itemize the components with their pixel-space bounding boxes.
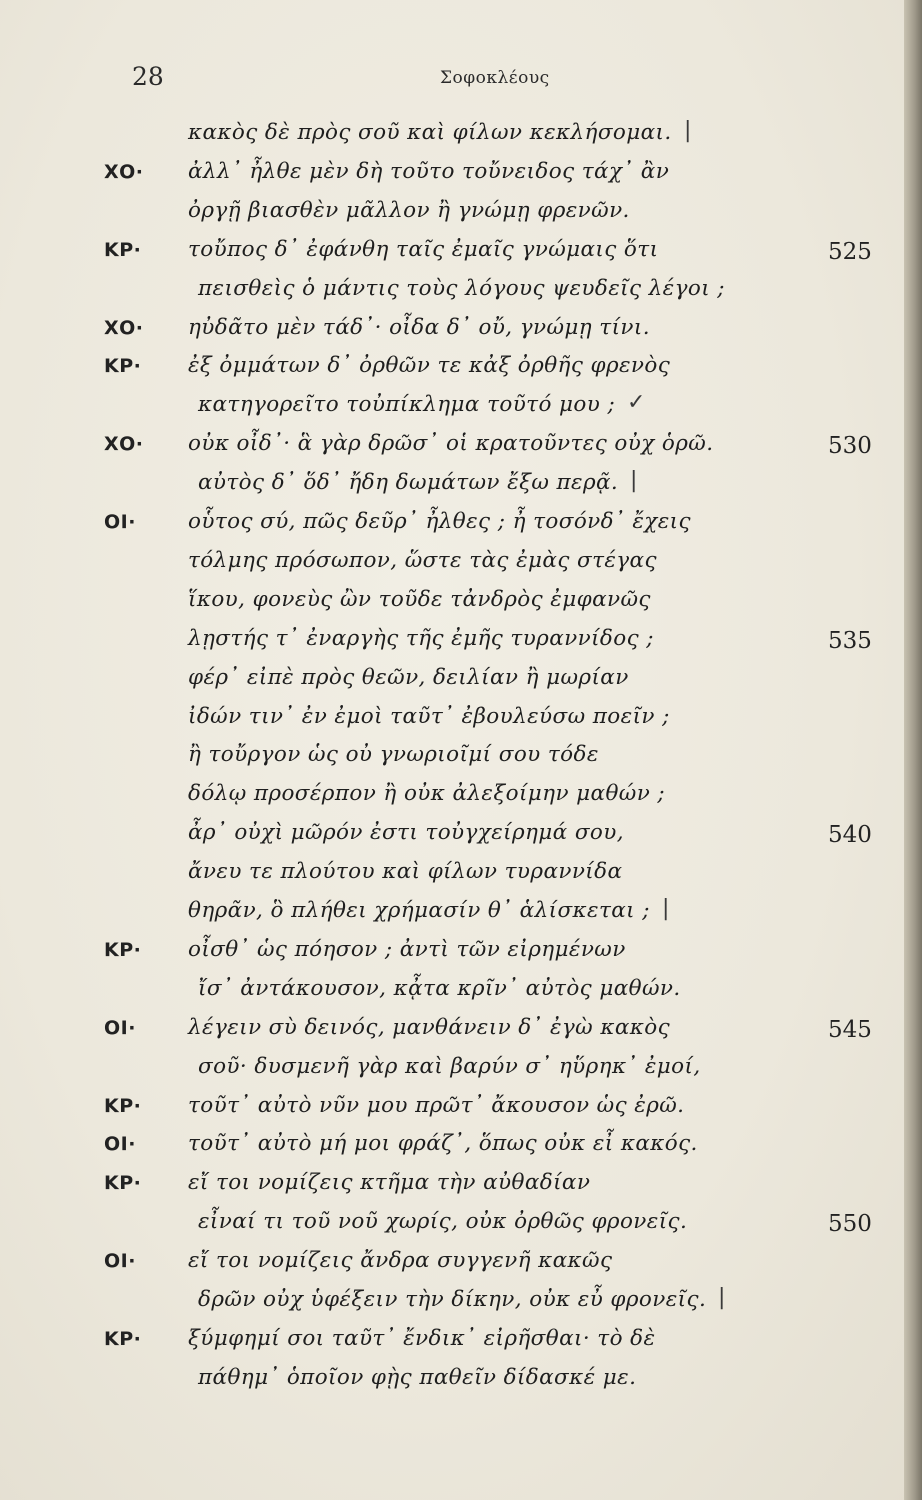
verse-line bbox=[0, 546, 922, 582]
verse-line bbox=[0, 1207, 922, 1243]
speaker-label: ΟΙ· bbox=[104, 1250, 136, 1272]
verse-line bbox=[0, 740, 922, 776]
verse-text: κατηγορεῖτο τοὐπίκλημα τοῦτό μου ; bbox=[198, 392, 616, 417]
speaker-label: ΟΙ· bbox=[104, 1017, 136, 1039]
verse-line bbox=[0, 663, 922, 699]
verse-line bbox=[0, 1324, 922, 1360]
verse-line bbox=[0, 818, 922, 854]
verse-line bbox=[0, 1052, 922, 1088]
verse-text: αὐτὸς δ᾽ ὅδ᾽ ἤδη δωμάτων ἔξω περᾷ. bbox=[198, 470, 619, 495]
verse-text: οἶσθ᾽ ὡς πόησον ; ἀντὶ τῶν εἰρημένων bbox=[188, 937, 626, 962]
verse-line bbox=[0, 1168, 922, 1204]
line-number: 530 bbox=[828, 433, 872, 459]
verse-text: κακὸς δὲ πρὸς σοῦ καὶ φίλων κεκλήσομαι. bbox=[188, 120, 672, 145]
speaker-label: ΟΙ· bbox=[104, 1133, 136, 1155]
verse-text: φέρ᾽ εἰπὲ πρὸς θεῶν, δειλίαν ἢ μωρίαν bbox=[188, 665, 629, 690]
verse-line bbox=[0, 896, 922, 932]
verse-text: ξύμφημί σοι ταῦτ᾽ ἔνδικ᾽ εἰρῆσθαι· τὸ δὲ bbox=[188, 1326, 656, 1351]
speaker-label: ΚΡ· bbox=[104, 1095, 142, 1117]
verse-text: ἆρ᾽ οὐχὶ μῶρόν ἐστι τοὐγχείρημά σου, bbox=[188, 820, 624, 845]
margin-mark: | bbox=[718, 1285, 726, 1310]
verse-text: λῃστής τ᾽ ἐναργὴς τῆς ἐμῆς τυραννίδος ; bbox=[188, 626, 654, 651]
verse-text: τοὔπος δ᾽ ἐφάνθη ταῖς ἐμαῖς γνώμαις ὅτι bbox=[188, 237, 659, 262]
speaker-label: ΚΡ· bbox=[104, 1328, 142, 1350]
speaker-label: ΧΟ· bbox=[104, 161, 144, 183]
verse-line bbox=[0, 935, 922, 971]
speaker-label: ΟΙ· bbox=[104, 511, 136, 533]
verse-text: εἶναί τι τοῦ νοῦ χωρίς, οὐκ ὀρθῶς φρονεῖς. bbox=[198, 1209, 688, 1234]
verse-line bbox=[0, 118, 922, 154]
verse-text: οὐκ οἶδ᾽· ἃ γὰρ δρῶσ᾽ οἱ κρατοῦντες οὐχ ὁρῶ. bbox=[188, 431, 714, 456]
speaker-label: ΚΡ· bbox=[104, 239, 142, 261]
verse-line bbox=[0, 196, 922, 232]
verse-text: ἵκου, φονεὺς ὢν τοῦδε τἀνδρὸς ἐμφανῶς bbox=[188, 587, 651, 612]
verse-text: εἴ τοι νομίζεις κτῆμα τὴν αὐθαδίαν bbox=[188, 1170, 591, 1195]
verse-line bbox=[0, 313, 922, 349]
verse-line bbox=[0, 1285, 922, 1321]
verse-text: οὗτος σύ, πῶς δεῦρ᾽ ἦλθες ; ἦ τοσόνδ᾽ ἔχεις bbox=[188, 509, 691, 534]
verse-line bbox=[0, 157, 922, 193]
line-number: 535 bbox=[828, 628, 872, 654]
verse-line bbox=[0, 274, 922, 310]
line-number: 545 bbox=[828, 1017, 872, 1043]
margin-mark: | bbox=[684, 118, 692, 143]
line-number: 550 bbox=[828, 1211, 872, 1237]
verse-text: δρῶν οὐχ ὑφέξειν τὴν δίκην, οὐκ εὖ φρονεῖς. bbox=[198, 1287, 707, 1312]
verse-text: σοῦ· δυσμενῆ γὰρ καὶ βαρύν σ᾽ ηὕρηκ᾽ ἐμοί, bbox=[198, 1054, 701, 1079]
verse-line bbox=[0, 585, 922, 621]
verse-line bbox=[0, 779, 922, 815]
speaker-label: ΚΡ· bbox=[104, 939, 142, 961]
verse-line bbox=[0, 351, 922, 387]
verse-text: λέγειν σὺ δεινός, μανθάνειν δ᾽ ἐγὼ κακὸς bbox=[188, 1015, 671, 1040]
verse-text: θηρᾶν, ὃ πλήθει χρήμασίν θ᾽ ἁλίσκεται ; bbox=[188, 898, 650, 923]
verse-text: τοῦτ᾽ αὐτὸ μή μοι φράζ᾽, ὅπως οὐκ εἶ κακός. bbox=[188, 1131, 698, 1156]
margin-mark: | bbox=[662, 896, 670, 921]
margin-mark: | bbox=[630, 468, 638, 493]
verse-line bbox=[0, 1013, 922, 1049]
speaker-label: ΚΡ· bbox=[104, 355, 142, 377]
verse-line bbox=[0, 1246, 922, 1282]
verse-line bbox=[0, 857, 922, 893]
margin-mark: ✓ bbox=[627, 390, 646, 415]
verse-text: δόλῳ προσέρπον ἢ οὐκ ἀλεξοίμην μαθών ; bbox=[188, 781, 666, 806]
verse-text: ἐξ ὀμμάτων δ᾽ ὀρθῶν τε κἀξ ὀρθῆς φρενὸς bbox=[188, 353, 671, 378]
line-number: 525 bbox=[828, 239, 872, 265]
verse-text: τόλμης πρόσωπον, ὥστε τὰς ἐμὰς στέγας bbox=[188, 548, 657, 573]
line-number: 540 bbox=[828, 822, 872, 848]
verse-line bbox=[0, 1129, 922, 1165]
verse-text: ἰδών τιν᾽ ἐν ἐμοὶ ταῦτ᾽ ἐβουλεύσω ποεῖν ; bbox=[188, 704, 670, 729]
verse-line bbox=[0, 1091, 922, 1127]
speaker-label: ΧΟ· bbox=[104, 433, 144, 455]
verse-text: τοῦτ᾽ αὐτὸ νῦν μου πρῶτ᾽ ἄκουσον ὡς ἐρῶ. bbox=[188, 1093, 685, 1118]
verse-line bbox=[0, 235, 922, 271]
verse-text: πεισθεὶς ὁ μάντις τοὺς λόγους ψευδεῖς λέγοι ; bbox=[198, 276, 725, 301]
verse-text: ηὐδᾶτο μὲν τάδ᾽· οἶδα δ᾽ οὔ, γνώμῃ τίνι. bbox=[188, 315, 650, 340]
verse-line bbox=[0, 974, 922, 1010]
verse-text: ἀλλ᾽ ἦλθε μὲν δὴ τοῦτο τοὔνειδος τάχ᾽ ἂν bbox=[188, 159, 670, 184]
running-head: Σοφοκλέους bbox=[440, 68, 550, 88]
speaker-label: ΚΡ· bbox=[104, 1172, 142, 1194]
verse-line bbox=[0, 624, 922, 660]
verse-line bbox=[0, 1363, 922, 1399]
verse-line bbox=[0, 702, 922, 738]
verse-text: ἄνευ τε πλούτου καὶ φίλων τυραννίδα bbox=[188, 859, 623, 884]
verse-line bbox=[0, 507, 922, 543]
speaker-label: ΧΟ· bbox=[104, 317, 144, 339]
verse-line bbox=[0, 468, 922, 504]
verse-text: πάθημ᾽ ὁποῖον φῂς παθεῖν δίδασκέ με. bbox=[198, 1365, 637, 1390]
verse-line bbox=[0, 429, 922, 465]
verse-text: εἴ τοι νομίζεις ἄνδρα συγγενῆ κακῶς bbox=[188, 1248, 613, 1273]
verse-text: ἢ τοὔργον ὡς οὐ γνωριοῖμί σου τόδε bbox=[188, 742, 599, 767]
verse-text: ἴσ᾽ ἀντάκουσον, κᾆτα κρῖν᾽ αὐτὸς μαθών. bbox=[198, 976, 681, 1001]
verse-text: ὀργῇ βιασθὲν μᾶλλον ἢ γνώμῃ φρενῶν. bbox=[188, 198, 630, 223]
verse-line bbox=[0, 390, 922, 426]
page-number: 28 bbox=[132, 62, 164, 91]
